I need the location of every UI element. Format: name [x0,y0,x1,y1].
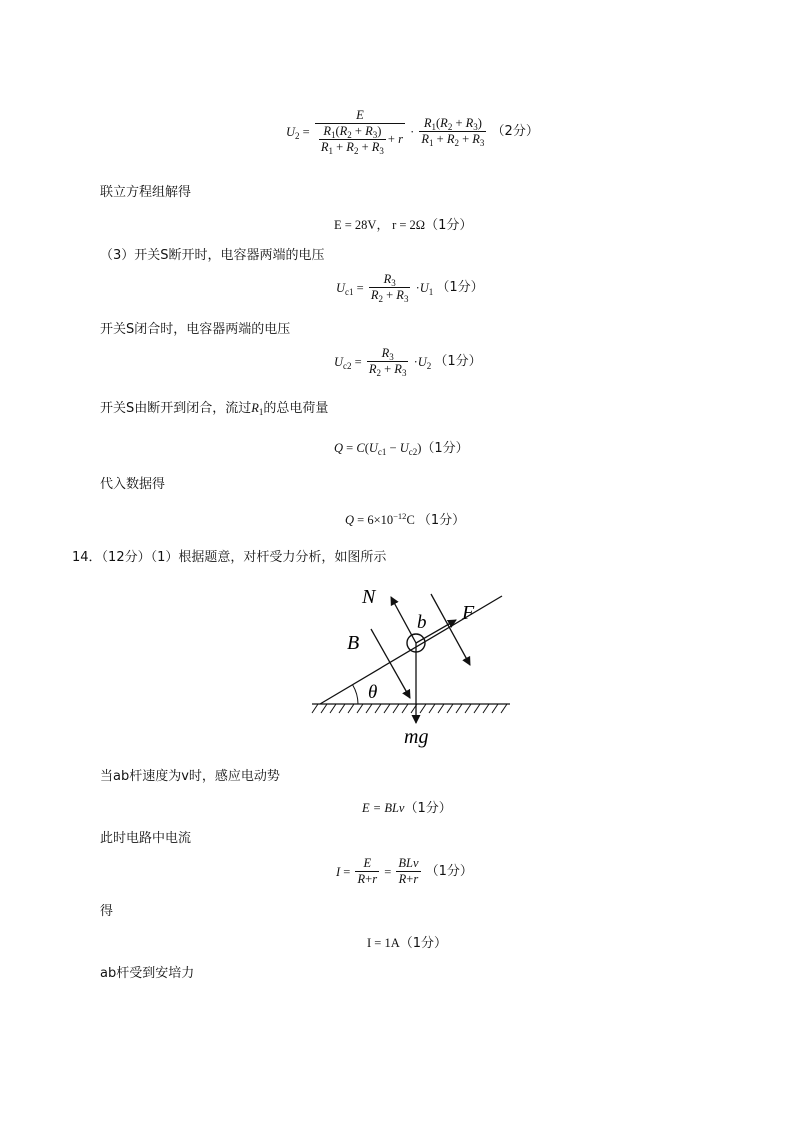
label-theta: θ [368,682,378,703]
equation-u2: $U_2$ = E $\frac{R_1(R_2 + R_3)}{R_1 + R_2 + R_3}$ + r · $\frac{R_1(R_2 + R_3)}{R_1 + R_2 + R_3}$ （2分） [286,108,539,156]
normal-force-arrow [391,597,416,643]
fraction-parallel: $\frac{R_1(R_2 + R_3)}{R_1 + R_2 + R_3}$ [421,116,485,148]
text-charge: 开关S由断开到闭合，流过$R_1$的总电荷量 [100,401,329,417]
label-b: b [417,612,427,633]
score-2: （2分） [491,123,539,139]
label-n: N [362,586,376,608]
equation-uc2: $U_{c2}$ = $\frac{R_3}{R_2 + R_3}$ $\cdot U_2$ （1分） [334,346,482,378]
text-part3-open: （3）开关S断开时，电容器两端的电压 [100,248,325,263]
question-14-header: 14．（12分）（1）根据题意，对杆受力分析，如图所示 [72,550,387,565]
angle-arc [353,685,358,704]
text-closed: 开关S闭合时，电容器两端的电压 [100,322,291,337]
equation-result-e-r: E = 28V， r = 2Ω（1分） [334,218,473,233]
label-mg: mg [404,726,429,748]
equation-current-value: I = 1A（1分） [367,936,448,951]
text-de: 得 [100,904,114,919]
text-substitute: 代入数据得 [100,477,166,492]
equation-uc1: $U_{c1}$ = $\frac{R_3}{R_2 + R_3}$ $\cdot U_1$ （1分） [336,272,484,304]
text-current: 此时电路中电流 [100,831,192,846]
text-speed: 当ab杆速度为v时，感应电动势 [100,769,280,784]
ground-hatching [312,704,507,713]
label-f: F [462,602,475,624]
fraction-emf: E $\frac{R_1(R_2 + R_3)}{R_1 + R_2 + R_3}$ + r [315,108,405,155]
equation-current: I = $\frac{E}{R+r}$ = $\frac{\text{BLv}}{R+r}$ （1分） [336,856,473,886]
text-ampere: ab杆受到安培力 [100,966,195,981]
equation-q: $Q = C(U_{c1} - U_{c2})(1$分） [334,441,469,457]
equation-emf: E = BLv（1分） [362,801,452,816]
equation-q-value: $Q = 6\times 10^{-12}C$ （1分） [345,511,466,528]
text-join-solve: 联立方程组解得 [100,185,192,200]
label-field-b: B [347,632,360,654]
force-diagram [300,580,520,750]
